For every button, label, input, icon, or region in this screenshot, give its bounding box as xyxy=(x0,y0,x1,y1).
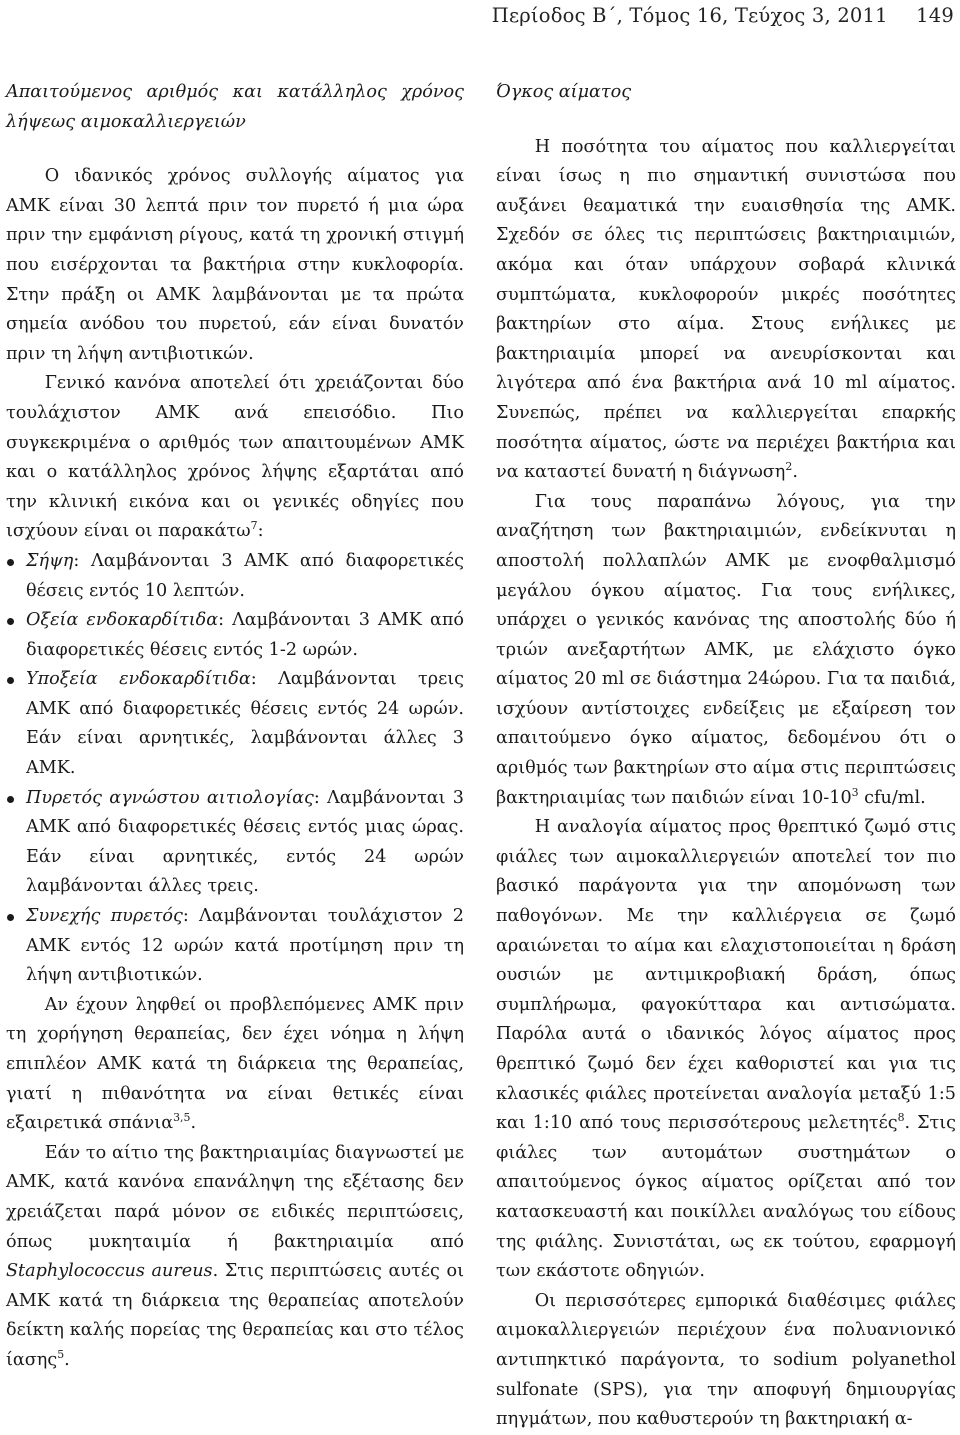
species-name: Staphylococcus aureus xyxy=(6,1261,213,1282)
citation-ref: 8 xyxy=(897,1111,905,1125)
paragraph: Για τους παραπάνω λόγους, για την αναζήτηση των βακτηριαιμιών, ενδείκνυται η αποστολή πολλαπλών ΑΜΚ με ενοφθαλμισμό μεγάλου όγκου αίματος. Για τους ενήλικες, υπάρχει ο γενικός κανόνας της αποστολής δύο ή τριών ανεξαρτήτων ΑΜΚ, με ελάχιστο όγκο αίματος 20 ml σε διάστημα 24ώρου. Για τα παιδιά, ισχύουν αντίστοιχες ενδείξεις με εξαίρεση τον απαιτούμενο όγκο αίματος, δεδομένου ότι ο αριθμός των βακτηρίων στο αίμα στις περιπτώσεις βακτηριαιμίας των παιδιών είναι $10-10^3$ cfu/ml. xyxy=(496,491,956,808)
paragraph: Αν έχουν ληφθεί οι προβλεπόμενες ΑΜΚ πριν τη χορήγηση θεραπείας, δεν έχει νόημα η λήψη επιπλέον ΑΜΚ κατά τη διάρκεια της θεραπείας, γιατί η πιθανότητα να είναι θετικές είναι εξαιρετικά σπάνια$^{3,5}$. xyxy=(6,994,464,1134)
list-item: Σήψη: Λαμβάνονται 3 ΑΜΚ από διαφορετικές θέσεις εντός 10 λεπτών. xyxy=(6,547,464,606)
running-header xyxy=(492,4,954,27)
section-heading-blood-volume: Όγκος αίματος xyxy=(496,82,632,102)
list-item: Πυρετός αγνώστου αιτιολογίας: Λαμβάνονται 3 ΑΜΚ από διαφορετικές θέσεις εντός μιας ώρας. Εάν είναι αρνητικές, εντός 24 ωρών λαμβάνονται άλλες τρεις. xyxy=(6,784,464,902)
guideline-list xyxy=(6,547,464,991)
citation-ref: 7 xyxy=(250,519,258,533)
left-column xyxy=(6,78,464,1376)
list-item: Υποξεία ενδοκαρδίτιδα: Λαμβάνονται τρεις ΑΜΚ από διαφορετικές θέσεις εντός 24 ωρών. Εάν είναι αρνητικές, λαμβάνονται άλλες 3 ΑΜΚ. xyxy=(6,665,464,783)
citation-ref: 2 xyxy=(785,460,793,474)
paragraph: Η αναλογία αίματος προς θρεπτικό ζωμό στις φιάλες των αιμοκαλλιεργειών αποτελεί τον πιο βασικό παράγοντα για την απομόνωση των παθογόνων. Με την καλλιέργεια σε ζωμό αραιώνεται το αίμα και ελαχιστοποιείται η δράση ουσιών με αντιμικροβιακή δράση, όπως συμπλήρωμα, φαγοκύτταρα και αντισώματα. Παρόλα αυτά ο ιδανικός λόγος αίματος προς θρεπτικό ζωμό δεν έχει καθοριστεί και για τις κλασικές φιάλες προτείνεται αναλογία μεταξύ 1:5 και 1:10 από τους περισσότερους μελετητές$^8$. Στις φιάλες των αυτομάτων συστημάτων ο απαιτούμενος όγκος αίματος ορίζεται από τον κατασκευαστή και ποικίλλει αναλόγως του είδους της φιάλης. Συνιστάται, ως εκ τούτου, εφαρμογή των εκάστοτε οδηγιών. xyxy=(496,817,956,1282)
paragraph: Οι περισσότερες εμπορικά διαθέσιμες φιάλες αιμοκαλλιεργειών περιέχουν ένα πολυανιονικό αντιπηκτικό παράγοντα, το sodium polyanethol sulfonate (SPS), για την αποφυγή δημιουργίας πηγμάτων, που καθυστερούν τη βακτηριακή α- xyxy=(496,1290,956,1430)
list-item-term: Πυρετός αγνώστου αιτιολογίας xyxy=(26,787,314,808)
section-heading-blood-culture-timing: Απαιτούμενος αριθμός και κατάλληλος χρόνος λήψεως αιμοκαλλιεργειών xyxy=(6,82,464,132)
journal-info: Περίοδος Β΄, Τόμος 16, Τεύχος 3, 2011 xyxy=(491,4,888,27)
paragraph: Ο ιδανικός χρόνος συλλογής αίματος για ΑΜΚ είναι 30 λεπτά πριν τον πυρετό ή μια ώρα πριν την εμφάνιση ρίγους, κατά τη χρονική στιγμή που εισέρχονται τα βακτήρια στην κυκλοφορία. Στην πράξη οι ΑΜΚ λαμβάνονται με τα πρώτα σημεία ανόδου του πυρετού, εάν είναι δυνατόν πριν τη λήψη αντιβιοτικών. xyxy=(6,166,464,364)
list-item-term: Υποξεία ενδοκαρδίτιδα xyxy=(26,669,251,690)
list-item: Συνεχής πυρετός: Λαμβάνονται τουλάχιστον 2 ΑΜΚ εντός 12 ωρών κατά προτίμηση πριν τη λήψη αντιβιοτικών. xyxy=(6,902,464,991)
exponent: 3 xyxy=(851,785,859,799)
paragraph: Εάν το αίτιο της βακτηριαιμίας διαγνωστεί με ΑΜΚ, κατά κανόνα επανάληψη της εξέτασης δεν χρειάζεται παρά μόνον σε ειδικές περιπτώσεις, όπως μυκηταιμία ή βακτηριαιμία από Staphylococcus aureus. Στις περιπτώσεις αυτές οι ΑΜΚ κατά τη διάρκεια της θεραπείας αποτελούν δείκτη καλής πορείας της θεραπείας και στο τέλος ίασης$^5$. xyxy=(6,1142,464,1370)
citation-ref: 3,5 xyxy=(173,1111,191,1125)
list-item-term: Σήψη xyxy=(26,550,74,571)
right-column xyxy=(496,78,956,1435)
page-number: 149 xyxy=(916,4,954,27)
list-item-term: Συνεχής πυρετός xyxy=(26,906,183,927)
paragraph: Η ποσότητα του αίματος που καλλιεργείται είναι ίσως η πιο σημαντική συνιστώσα που αυξάνει θεαματικά την ευαισθησία της ΑΜΚ. Σχεδόν σε όλες τις περιπτώσεις βακτηριαιμιών, ακόμα και όταν υπάρχουν σοβαρά κλινικά συμπτώματα, κυκλοφορούν μικρές ποσότητες βακτηρίων στο αίμα. Στους ενήλικες με βακτηριαιμία μπορεί να ανευρίσκονται και λιγότερα από ένα βακτήρια ανά 10 ml αίματος. Συνεπώς, πρέπει να καλλιεργείται επαρκής ποσότητα αίματος, ώστε να περιέχει βακτήρια και να καταστεί δυνατή η διάγνωση$^2$. xyxy=(496,136,956,483)
citation-ref: 5 xyxy=(57,1348,65,1362)
list-item-term: Οξεία ενδοκαρδίτιδα xyxy=(26,610,219,631)
paragraph: Γενικό κανόνα αποτελεί ότι χρειάζονται δύο τουλάχιστον ΑΜΚ ανά επεισόδιο. Πιο συγκεκριμένα ο αριθμός των απαιτουμένων ΑΜΚ και ο κατάλληλος χρόνος λήψης εξαρτάται από την κλινική εικόνα και οι γενικές οδηγίες που ισχύουν είναι οι παρακάτω$^7$: xyxy=(6,373,464,542)
list-item: Οξεία ενδοκαρδίτιδα: Λαμβάνονται 3 ΑΜΚ από διαφορετικές θέσεις εντός 1-2 ωρών. xyxy=(6,606,464,665)
